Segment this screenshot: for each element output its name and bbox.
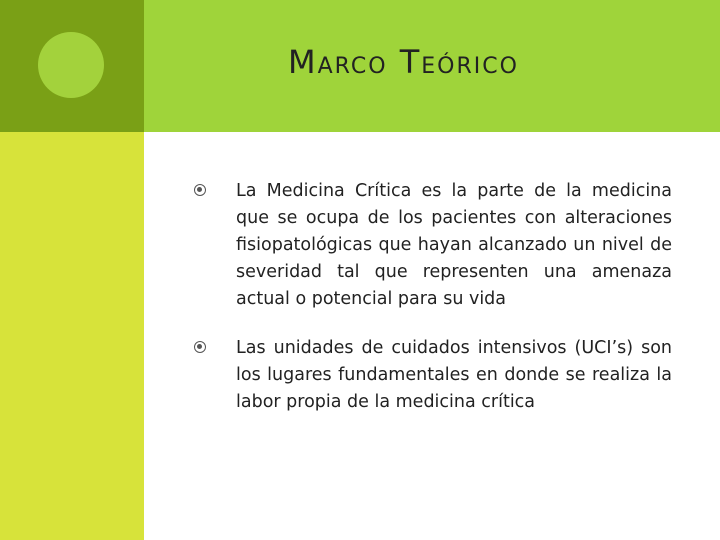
bullet-item: [194, 178, 672, 313]
left-bottom-panel: [0, 132, 144, 540]
bullet-text: Las unidades de cuidados intensivos (UCI’s) son los lugares fundamentales en donde se realiza la labor propia de la medicina crítica: [236, 338, 672, 412]
circle-decoration-icon: [38, 32, 104, 98]
circle-bullet-icon: [194, 341, 206, 353]
bullet-item: [194, 335, 672, 416]
bullet-text: La Medicina Crítica es la parte de la medicina que se ocupa de los pacientes con alteraciones fisiopatológicas que hayan alcanzado un nivel de severidad tal que representen una amenaza actual o potencial para su vida: [236, 181, 672, 309]
circle-bullet-icon: [194, 184, 206, 196]
left-top-panel: [0, 0, 144, 132]
slide-title: Marco Teórico: [288, 43, 519, 81]
bullet-list: [194, 178, 672, 438]
